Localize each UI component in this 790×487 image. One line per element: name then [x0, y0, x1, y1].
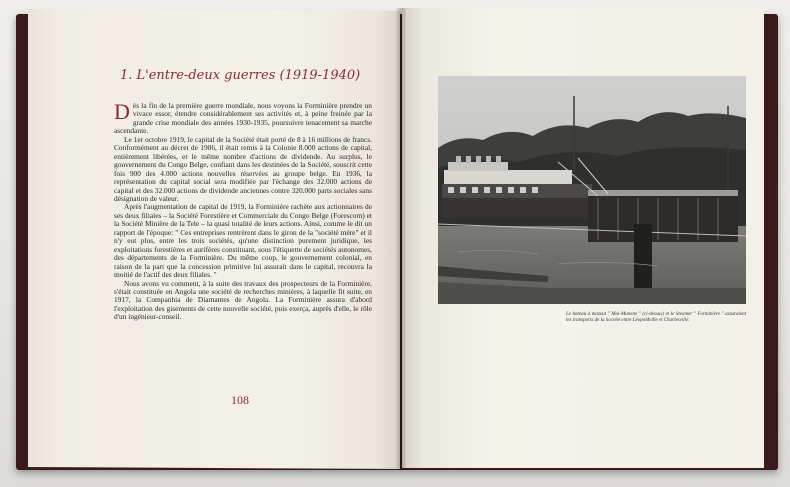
paragraph: Après l'augmentation de capital de 1919, la Forminière rachète aux actionnaires de ses deux filiales – la Société Forestière et Commerciale du Congo Belge (Forescom) et la Société Minière de la Tele – la quasi totalité de leurs actions. Ainsi, comme le dit un rapport de l'époque: " Ces entreprises rentrèrent dans le giron de la "société mère" et il n'y eut plus, entre les trois sociétés, qu'une distinction purement juridique, les exploitations forestières et aurifères constituant, sous l'étiquette de sociétés autonomes, des départements de la Forminière. Du même coup, le gouvernement colonial, en raison de la part que la concession primitive lui assurait dans le capital, recouvra la moitié de l'actif des deux filiales. " [114, 202, 372, 280]
body-text [114, 102, 372, 384]
paragraph: Nous avons vu comment, à la suite des travaux des prospecteurs de la Forminière, s'était constituée en Angola une société de recherches minières, à laquelle fit suite, en 1917, la Companhia de Diamantes de Angola. La Forminière assura d'abord l'exploitation des gisements de cette nouvelle société, puis exerça, auprès d'elle, le rôle d'un ingénieur-conseil. [114, 278, 372, 322]
photo-caption: Le bateau à mazout " Mai-Munene " (ci-dessus) et le Steamer " Forminière " assuraient les transports de la Société entre Léopoldville et Charlesville. [566, 312, 746, 324]
riverboat-illustration [438, 76, 746, 304]
page-number: 108 [231, 393, 249, 407]
paragraph: Dès la fin de la première guerre mondiale, nous voyons la Forminière prendre un vivace essor, étendre considérablement ses activités et, à peine freinée par la grande crise mondiale des années 1930-1935, poursuivre tenacement sa marche ascendante. [114, 102, 372, 136]
riverboat-photo [438, 76, 746, 304]
chapter-title: 1. L'entre-deux guerres (1919-1940) [120, 68, 361, 83]
book-gutter [396, 8, 406, 470]
paragraph: Le 1er octobre 1919, le capital de la Société était porté de 8 à 16 millions de francs. Conformément au décret de 1906, il était remis à la Colonie 8.000 actions de capital, entièrement libérées, et le même nombre d'actions de dividende. Au surplus, le gouvernement du Congo Belge, confiant dans les destinées de la Société, souscrit cette fois 900 des 4.000 actions nouvelles réservées au groupe belge. En 1936, la représentation du capital social sera modifiée par l'échange des 32.000 actions de capital et des 32.000 actions de dividende anciennes contre 320.000 parts sociales sans désignation de valeur. [114, 134, 372, 203]
dropcap: D [114, 102, 130, 124]
